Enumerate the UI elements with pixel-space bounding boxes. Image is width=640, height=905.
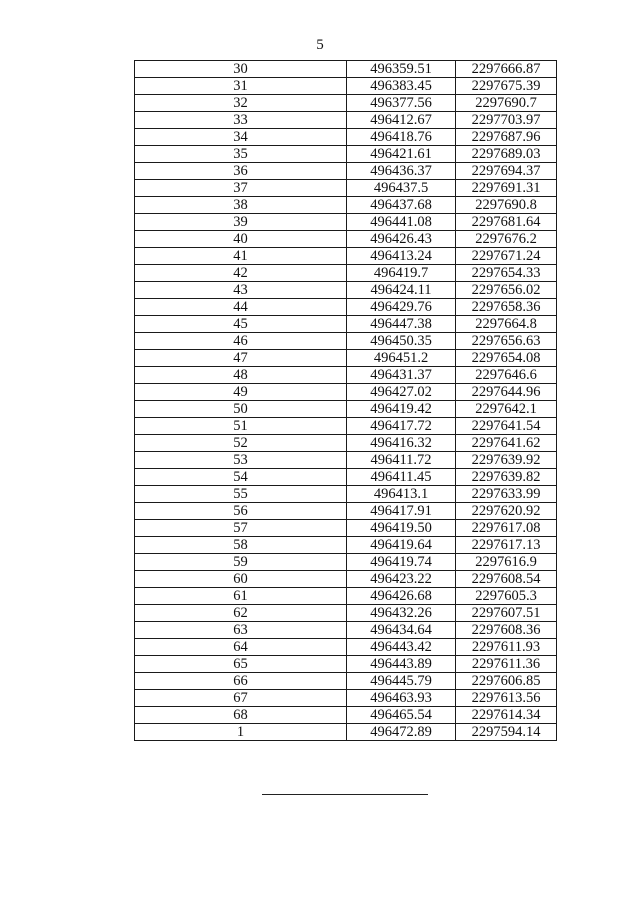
x-coordinate-cell: 496413.24 (347, 248, 456, 265)
x-coordinate-cell: 496443.89 (347, 656, 456, 673)
point-number-cell: 43 (135, 282, 347, 299)
y-coordinate-cell: 2297644.96 (456, 384, 557, 401)
x-coordinate-cell: 496419.50 (347, 520, 456, 537)
y-coordinate-cell: 2297614.34 (456, 707, 557, 724)
y-coordinate-cell: 2297654.08 (456, 350, 557, 367)
y-coordinate-cell: 2297691.31 (456, 180, 557, 197)
x-coordinate-cell: 496421.61 (347, 146, 456, 163)
point-number-cell: 68 (135, 707, 347, 724)
table-row (135, 61, 557, 78)
x-coordinate-cell: 496426.68 (347, 588, 456, 605)
table-row (135, 503, 557, 520)
y-coordinate-cell: 2297605.3 (456, 588, 557, 605)
table-row (135, 112, 557, 129)
x-coordinate-cell: 496424.11 (347, 282, 456, 299)
table-row (135, 350, 557, 367)
table-row (135, 248, 557, 265)
point-number-cell: 42 (135, 265, 347, 282)
y-coordinate-cell: 2297646.6 (456, 367, 557, 384)
point-number-cell: 60 (135, 571, 347, 588)
y-coordinate-cell: 2297703.97 (456, 112, 557, 129)
x-coordinate-cell: 496411.45 (347, 469, 456, 486)
y-coordinate-cell: 2297620.92 (456, 503, 557, 520)
y-coordinate-cell: 2297687.96 (456, 129, 557, 146)
y-coordinate-cell: 2297681.64 (456, 214, 557, 231)
x-coordinate-cell: 496445.79 (347, 673, 456, 690)
table-row (135, 299, 557, 316)
point-number-cell: 47 (135, 350, 347, 367)
y-coordinate-cell: 2297613.56 (456, 690, 557, 707)
point-number-cell: 36 (135, 163, 347, 180)
x-coordinate-cell: 496377.56 (347, 95, 456, 112)
y-coordinate-cell: 2297690.8 (456, 197, 557, 214)
x-coordinate-cell: 496465.54 (347, 707, 456, 724)
table-row (135, 78, 557, 95)
x-coordinate-cell: 496423.22 (347, 571, 456, 588)
x-coordinate-cell: 496432.26 (347, 605, 456, 622)
y-coordinate-cell: 2297676.2 (456, 231, 557, 248)
point-number-cell: 67 (135, 690, 347, 707)
x-coordinate-cell: 496417.72 (347, 418, 456, 435)
table-row (135, 316, 557, 333)
point-number-cell: 48 (135, 367, 347, 384)
y-coordinate-cell: 2297633.99 (456, 486, 557, 503)
table-row (135, 452, 557, 469)
y-coordinate-cell: 2297642.1 (456, 401, 557, 418)
table-row (135, 163, 557, 180)
point-number-cell: 63 (135, 622, 347, 639)
x-coordinate-cell: 496426.43 (347, 231, 456, 248)
point-number-cell: 1 (135, 724, 347, 741)
point-number-cell: 31 (135, 78, 347, 95)
signature-line (262, 794, 428, 795)
x-coordinate-cell: 496359.51 (347, 61, 456, 78)
table-row (135, 724, 557, 741)
point-number-cell: 56 (135, 503, 347, 520)
y-coordinate-cell: 2297606.85 (456, 673, 557, 690)
table-row (135, 231, 557, 248)
point-number-cell: 46 (135, 333, 347, 350)
coordinates-table (134, 60, 557, 741)
x-coordinate-cell: 496434.64 (347, 622, 456, 639)
x-coordinate-cell: 496441.08 (347, 214, 456, 231)
table-row (135, 690, 557, 707)
y-coordinate-cell: 2297639.92 (456, 452, 557, 469)
x-coordinate-cell: 496451.2 (347, 350, 456, 367)
y-coordinate-cell: 2297611.36 (456, 656, 557, 673)
point-number-cell: 33 (135, 112, 347, 129)
x-coordinate-cell: 496412.67 (347, 112, 456, 129)
table-row (135, 622, 557, 639)
table-row (135, 605, 557, 622)
point-number-cell: 58 (135, 537, 347, 554)
x-coordinate-cell: 496418.76 (347, 129, 456, 146)
point-number-cell: 55 (135, 486, 347, 503)
table-row (135, 214, 557, 231)
x-coordinate-cell: 496429.76 (347, 299, 456, 316)
table-row (135, 95, 557, 112)
table-row (135, 265, 557, 282)
x-coordinate-cell: 496383.45 (347, 78, 456, 95)
y-coordinate-cell: 2297617.13 (456, 537, 557, 554)
point-number-cell: 44 (135, 299, 347, 316)
table-row (135, 520, 557, 537)
point-number-cell: 53 (135, 452, 347, 469)
table-row (135, 554, 557, 571)
point-number-cell: 37 (135, 180, 347, 197)
y-coordinate-cell: 2297671.24 (456, 248, 557, 265)
y-coordinate-cell: 2297689.03 (456, 146, 557, 163)
table-row (135, 146, 557, 163)
point-number-cell: 51 (135, 418, 347, 435)
table-row (135, 367, 557, 384)
point-number-cell: 39 (135, 214, 347, 231)
y-coordinate-cell: 2297611.93 (456, 639, 557, 656)
x-coordinate-cell: 496443.42 (347, 639, 456, 656)
table-row (135, 673, 557, 690)
point-number-cell: 35 (135, 146, 347, 163)
point-number-cell: 66 (135, 673, 347, 690)
y-coordinate-cell: 2297656.02 (456, 282, 557, 299)
x-coordinate-cell: 496437.68 (347, 197, 456, 214)
table-row (135, 571, 557, 588)
point-number-cell: 61 (135, 588, 347, 605)
point-number-cell: 64 (135, 639, 347, 656)
y-coordinate-cell: 2297608.36 (456, 622, 557, 639)
x-coordinate-cell: 496419.64 (347, 537, 456, 554)
table-row (135, 486, 557, 503)
y-coordinate-cell: 2297641.62 (456, 435, 557, 452)
table-row (135, 588, 557, 605)
coordinates-table-body (135, 61, 557, 741)
x-coordinate-cell: 496431.37 (347, 367, 456, 384)
x-coordinate-cell: 496417.91 (347, 503, 456, 520)
x-coordinate-cell: 496411.72 (347, 452, 456, 469)
table-row (135, 180, 557, 197)
x-coordinate-cell: 496436.37 (347, 163, 456, 180)
table-row (135, 639, 557, 656)
y-coordinate-cell: 2297594.14 (456, 724, 557, 741)
y-coordinate-cell: 2297639.82 (456, 469, 557, 486)
table-row (135, 333, 557, 350)
y-coordinate-cell: 2297608.54 (456, 571, 557, 588)
x-coordinate-cell: 496419.74 (347, 554, 456, 571)
y-coordinate-cell: 2297664.8 (456, 316, 557, 333)
table-row (135, 197, 557, 214)
x-coordinate-cell: 496472.89 (347, 724, 456, 741)
point-number-cell: 40 (135, 231, 347, 248)
point-number-cell: 49 (135, 384, 347, 401)
table-row (135, 435, 557, 452)
x-coordinate-cell: 496413.1 (347, 486, 456, 503)
point-number-cell: 38 (135, 197, 347, 214)
y-coordinate-cell: 2297675.39 (456, 78, 557, 95)
y-coordinate-cell: 2297666.87 (456, 61, 557, 78)
x-coordinate-cell: 496437.5 (347, 180, 456, 197)
point-number-cell: 32 (135, 95, 347, 112)
y-coordinate-cell: 2297616.9 (456, 554, 557, 571)
y-coordinate-cell: 2297654.33 (456, 265, 557, 282)
y-coordinate-cell: 2297617.08 (456, 520, 557, 537)
table-row (135, 384, 557, 401)
table-row (135, 469, 557, 486)
table-row (135, 537, 557, 554)
table-row (135, 707, 557, 724)
y-coordinate-cell: 2297694.37 (456, 163, 557, 180)
x-coordinate-cell: 496419.7 (347, 265, 456, 282)
point-number-cell: 34 (135, 129, 347, 146)
x-coordinate-cell: 496416.32 (347, 435, 456, 452)
point-number-cell: 62 (135, 605, 347, 622)
table-row (135, 401, 557, 418)
x-coordinate-cell: 496447.38 (347, 316, 456, 333)
point-number-cell: 41 (135, 248, 347, 265)
x-coordinate-cell: 496463.93 (347, 690, 456, 707)
y-coordinate-cell: 2297658.36 (456, 299, 557, 316)
table-row (135, 656, 557, 673)
y-coordinate-cell: 2297641.54 (456, 418, 557, 435)
point-number-cell: 65 (135, 656, 347, 673)
point-number-cell: 59 (135, 554, 347, 571)
y-coordinate-cell: 2297656.63 (456, 333, 557, 350)
point-number-cell: 50 (135, 401, 347, 418)
point-number-cell: 57 (135, 520, 347, 537)
page-number: 5 (316, 37, 324, 53)
table-row (135, 282, 557, 299)
y-coordinate-cell: 2297607.51 (456, 605, 557, 622)
table-row (135, 129, 557, 146)
x-coordinate-cell: 496427.02 (347, 384, 456, 401)
point-number-cell: 45 (135, 316, 347, 333)
point-number-cell: 30 (135, 61, 347, 78)
y-coordinate-cell: 2297690.7 (456, 95, 557, 112)
point-number-cell: 54 (135, 469, 347, 486)
x-coordinate-cell: 496419.42 (347, 401, 456, 418)
x-coordinate-cell: 496450.35 (347, 333, 456, 350)
point-number-cell: 52 (135, 435, 347, 452)
table-row (135, 418, 557, 435)
